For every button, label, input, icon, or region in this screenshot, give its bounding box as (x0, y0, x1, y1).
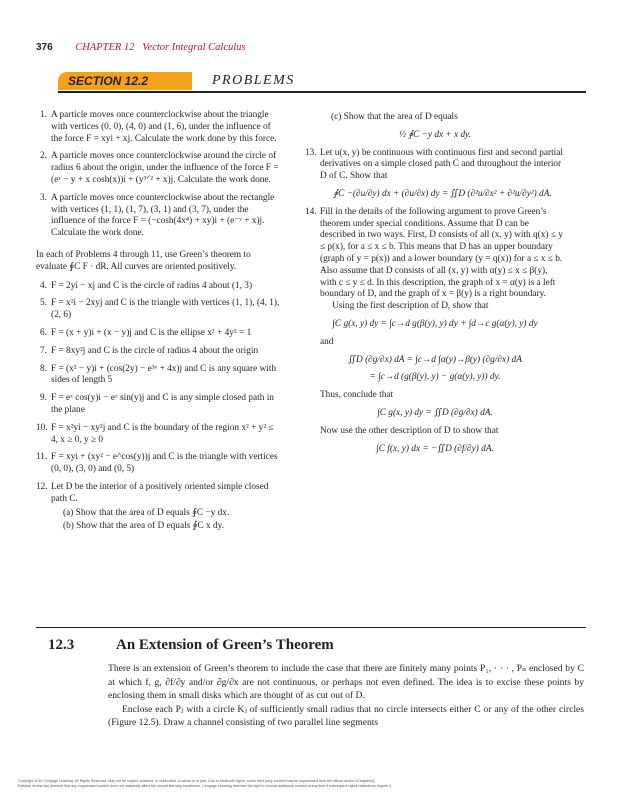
problem-12b: (b) Show that the area of D equals ∮C x dy. (63, 521, 224, 532)
section-banner (36, 72, 586, 90)
section-tag: SECTION 12.2 (58, 72, 192, 90)
problem-14-and: and (320, 336, 334, 347)
problem-8: 8. F = (x² − y)i + (cos(2y) − e³ʸ + 4x)j and C is any square with sides of length 5 (40, 363, 277, 386)
body-paragraph-2: Enclose each Pⱼ with a circle Kⱼ of sufficiently small radius that no circle intersects either C or any of the other circles (Figure 12.5). Draw a channel consisting of two parallel line segments (108, 703, 584, 729)
problem-14-thus: Thus, conclude that (320, 390, 394, 401)
equation-14-4: ∫C g(x, y) dy = ∬D (∂g/∂x) dA. (377, 407, 493, 418)
problem-6: 6. F = (x + y)i + (x − y)j and C is the ellipse x² + 4y² = 1 (40, 327, 252, 338)
problem-5: 5. F = x²i − 2xyj and C is the triangle with vertices (1, 1), (4, 1), (2, 6) (40, 298, 280, 321)
problem-13: 13. Let u(x, y) be continuous with continuous first and second partial derivatives on a simple closed path C and throughout the interior D of C. Show that ∮C −(∂u/∂y) dx + (∂u/∂x) dy = ∬D (∂²u/∂x² + ∂²u/∂y²) dA. (305, 148, 565, 201)
page-number: 376 (36, 42, 53, 53)
copyright-footer (18, 779, 608, 789)
problem-9: 9. F = eˣ cos(y)i − eˣ sin(y)j and C is any simple closed path in the plane (40, 393, 274, 415)
problem-7: 7. F = 8xy²j and C is the circle of radius 4 about the origin (40, 345, 259, 356)
equation-13: ∮C −(∂u/∂y) dx + (∂u/∂x) dy = ∬D (∂²u/∂x² + ∂²u/∂y²) dA. (333, 188, 552, 199)
equation-14-1: ∫C g(x, y) dy = ∫c→d g(β(y), y) dy + ∫d→c g(α(y), y) dy (332, 318, 538, 329)
problem-10: 10. F = x²yi − xy²j and C is the boundary of the region x² + y² ≤ 4, x ≥ 0, y ≥ 0 (36, 422, 274, 445)
section-heading (48, 637, 334, 654)
problems-right-column (305, 110, 565, 461)
section-banner-title: PROBLEMS (212, 73, 295, 88)
equation-14-3: = ∫c→d (g(β(y), y) − g(α(y), y)) dy. (369, 372, 501, 383)
problems-left-column (36, 110, 280, 539)
section-body (108, 662, 584, 730)
problem-2: 2. A particle moves once counterclockwise around the circle of radius 6 about the origin, under the influence of the force F = (eˣ − y + x cosh(x))i + (y³ᐟ² + x)j. Calculate the work done. (40, 151, 279, 185)
problem-1: 1. A particle moves once counterclockwise about the triangle with vertices (0, 0), (4, 0) and (1, 6), under the influence of the force F = xyi + xj. Calculate the work done by this force. (40, 110, 277, 144)
problem-3: 3. A particle moves once counterclockwise about the rectangle with vertices (1, 1), (1, 7), (3, 1) and (3, 7), under the influence of the force F = (−cosh(4x⁴) + xy)i + (e⁻ʸ + x)j. Calculate the work done. (40, 192, 275, 239)
section-title: An Extension of Green’s Theorem (116, 637, 334, 653)
equation-14-5: ∫C f(x, y) dx = −∬D (∂f/∂y) dA. (376, 443, 494, 454)
section-divider (36, 627, 586, 628)
footer-line-2: Editorial review has deemed that any suppressed content does not materially affect the overall learning experience. Cengage Learning reserves the right to remove additional content at any time if subsequent rights restrictions require it. (18, 784, 392, 788)
equation-14-2: ∬D (∂g/∂x) dA = ∫c→d ∫α(y)→β(y) (∂g/∂x) dA (348, 354, 522, 365)
problem-14-now: Now use the other description of D to show that (320, 425, 499, 436)
problem-11: 11. F = xyi + (xy² − e^cos(y))j and C is the triangle with vertices (0, 0), (3, 0) and (0, 5) (36, 452, 278, 475)
body-paragraph-1: There is an extension of Green’s theorem to include the case that there are finitely many points P₁, · · · , Pₙ enclosed by C at which f, g, ∂f/∂y and/or ∂g/∂x are not continuous, or perhaps not even defined. The idea is to excise these points by enclosing them in small disks which are thought of as cut out of D. (108, 663, 584, 702)
running-head (36, 42, 246, 53)
problem-12a: (a) Show that the area of D equals ∮C −y dx. (63, 507, 230, 518)
equation-area: ½ ∮C −y dx + x dy. (398, 129, 472, 140)
problem-14-text2: Using the first description of D, show that (332, 301, 489, 312)
problem-12c: (c) Show that the area of D equals (331, 112, 458, 122)
chapter-label: CHAPTER 12 Vector Integral Calculus (75, 42, 246, 53)
banner-rule (58, 91, 586, 93)
problem-4: 4. F = 2yi − xj and C is the circle of radius 4 about (1, 3) (40, 280, 253, 291)
problems-instructions: In each of Problems 4 through 11, use Green’s theorem to evaluate ∮C F · dR. All curves are oriented positively. (36, 249, 251, 272)
section-number: 12.3 (48, 637, 75, 653)
footer-line-1: Copyright 2010 Cengage Learning. All Rights Reserved. May not be copied, scanned, or duplicated, in whole or in part. Due to electronic rights, some third party content may be suppressed from the eBook and/or eChapter(s). (18, 779, 376, 783)
problem-12: 12. Let D be the interior of a positively oriented simple closed path C. (a) Show that the area of D equals ∮C −y dx. (b) Show that the area of D equals ∮C x dy. (36, 482, 280, 533)
problem-14: 14. Fill in the details of the following argument to prove Green’s theorem under special conditions. Assume that D can be described in two ways. First, D consists of all (x, y) with q(x) ≤ y ≤ p(x), for a ≤ x ≤ b. This means that D has an upper boundary (graph of y = p(x)) and a lower boundary (y = q(x)) for a ≤ x ≤ b. Also assume that D consists of all (x, y) with α(y) ≤ x ≤ β(y), with c ≤ y ≤ d. In this description, the graph of x = α(y) is a left boundary of D, and the graph of x = β(y) is a right boundary. Using the first description of D, show that (305, 207, 565, 313)
